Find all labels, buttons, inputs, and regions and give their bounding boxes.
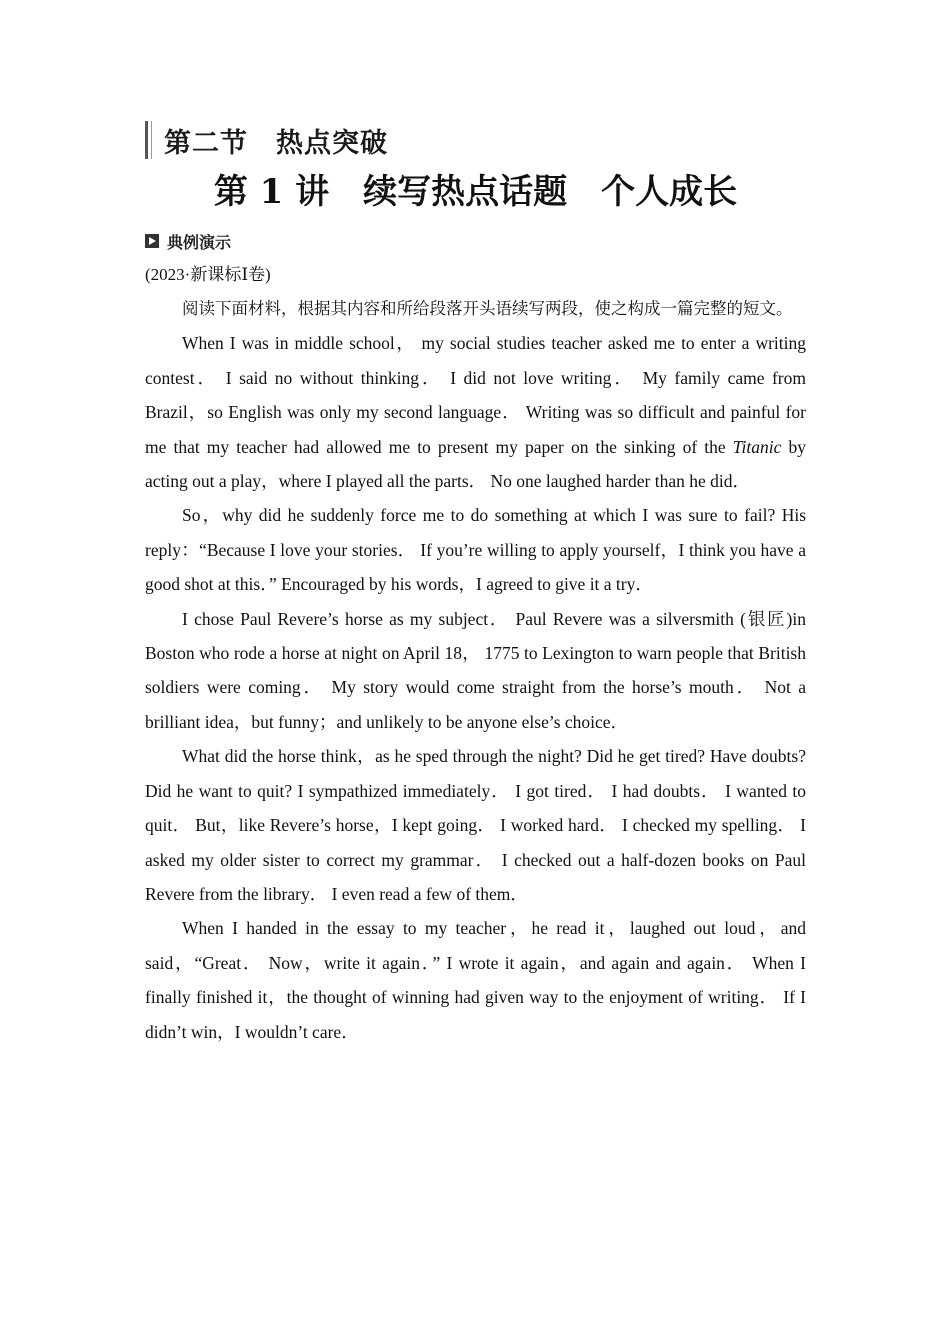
passage-paragraph-2: So，why did he suddenly force me to do something at which I was sure to fail? His reply：“Because I love your stories． If you’re willing to apply yourself，I think you have a good shot at this．” Encouraged by his words，I agreed to give it a try． [145,505,806,595]
example-label-text: 典例演示 [167,232,232,252]
passage-paragraph-5: When I handed in the essay to my teacher，he read it，laughed out loud，and said，“Great． Now，write it again．” I wrote it again，and again and again． When I finally finished it，the thought of winning had given way to the enjoyment of writing． If I didn’t win，I wouldn’t care． [145,918,806,1042]
passage-paragraph-4: What did the horse think，as he sped through the night? Did he get tired? Have doubts? Did he want to quit? I sympathized immediately． I got tired． I had doubts． I wanted to quit． But，like Revere’s horse，I kept going． I worked hard． I checked my spelling． I asked my older sister to correct my grammar． I checked out a half-dozen books on Paul Revere from the library． I even read a few of them． [145,746,806,904]
document-page [145,118,806,1049]
exam-source: (2023·新课标Ⅰ卷) [145,265,271,284]
instruction-paragraph: 阅读下面材料，根据其内容和所给段落开头语续写两段，使之构成一篇完整的短文。 [182,299,793,318]
example-label [145,228,806,254]
section-heading [145,118,806,162]
passage-paragraph-3: I chose Paul Revere’s horse as my subject． Paul Revere was a silversmith (银匠)in Boston who rode a horse at night on April 18， 1775 to Lexington to warn people that British soldiers were coming． My story would come straight from the horse’s mouth． Not a brilliant idea，but funny；and unlikely to be anyone else’s choice． [145,608,806,732]
section-bar-decoration [145,121,152,159]
lecture-title: 第 1 讲 续写热点话题 个人成长 [213,172,738,212]
passage-text: by acting out a play，where I played all the parts． No one laughed harder than he did． [145,436,806,492]
section-title: 第二节 热点突破 [164,127,388,159]
passage-text: When I was in middle school， my social studies teacher asked me to enter a writing contest． I said no without thinking． I did not love writing． My family came from Brazil，so English was only my second language． Writing was so difficult and painful for me that my teacher had allowed me to present my paper on the sinking of the [145,333,806,457]
italic-title: Titanic [732,436,782,457]
play-icon [145,234,159,248]
passage-paragraph-1 [145,326,806,498]
